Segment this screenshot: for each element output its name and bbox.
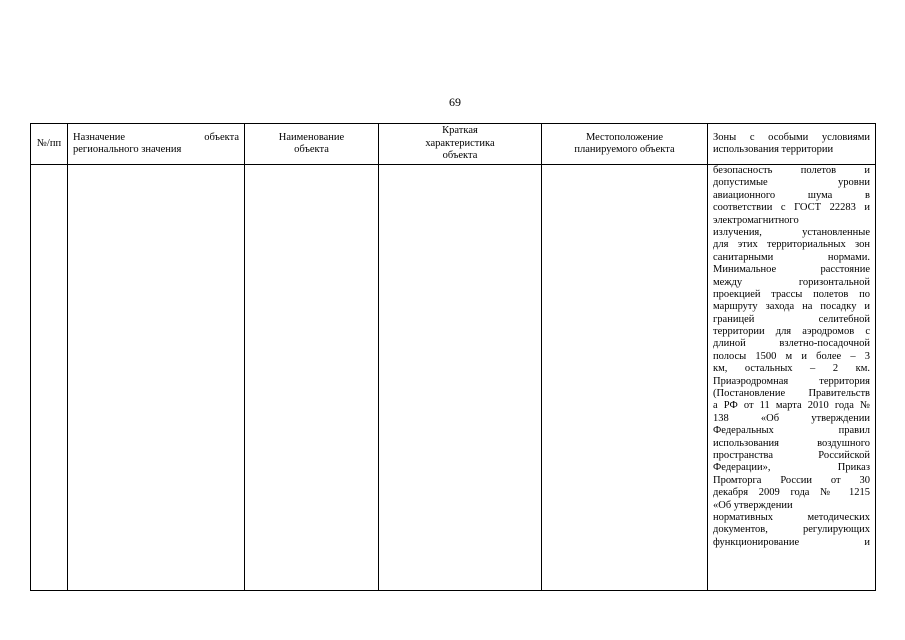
header-location bbox=[542, 124, 708, 165]
zones-text-line: документов, регулирующих bbox=[713, 524, 870, 536]
header-location-line1: Местоположение bbox=[585, 131, 664, 143]
header-purpose bbox=[68, 124, 245, 165]
zones-text-line: Федерации», Приказ bbox=[713, 462, 870, 474]
zones-text-line: а РФ от 11 марта 2010 года № bbox=[713, 400, 870, 412]
zones-text-line: «Об утверждении bbox=[713, 499, 793, 511]
cell-purpose bbox=[68, 165, 245, 591]
zones-text-line: (Постановление Правительств bbox=[713, 388, 870, 400]
zones-text-line: полосы 1500 м и более – 3 bbox=[713, 350, 870, 362]
cell-characteristics bbox=[379, 165, 542, 591]
header-name-line2: объекта bbox=[294, 144, 329, 155]
zones-text-line: км, остальных – 2 км. bbox=[713, 363, 870, 375]
zones-text-line: границей селитебной bbox=[713, 313, 870, 325]
header-location-line2: планируемого объекта bbox=[574, 144, 675, 155]
zones-text-line: авиационного шума в bbox=[713, 189, 870, 201]
zones-text-line: между горизонтальной bbox=[713, 276, 870, 288]
zones-text bbox=[713, 165, 870, 549]
zones-text-line: декабря 2009 года № 1215 bbox=[713, 487, 870, 499]
zones-text-line: Приаэродромная территория bbox=[713, 375, 870, 387]
cell-number bbox=[31, 165, 68, 591]
objects-table bbox=[30, 123, 876, 591]
zones-text-line: длиной взлетно-посадочной bbox=[713, 338, 870, 350]
zones-text-line: Промторга России от 30 bbox=[713, 474, 870, 486]
page-number: 69 bbox=[449, 95, 461, 109]
cell-name bbox=[245, 165, 379, 591]
zones-text-line: функционирование и bbox=[713, 536, 870, 548]
zones-text-line: использования воздушного bbox=[713, 437, 870, 449]
zones-text-line: нормативных методических bbox=[713, 511, 870, 523]
header-characteristics bbox=[379, 124, 542, 165]
table-header-row bbox=[31, 124, 876, 165]
zones-text-line: излучения, установленные bbox=[713, 226, 870, 238]
zones-text-line: маршруту захода на посадку и bbox=[713, 301, 870, 313]
header-characteristics-line3: объекта bbox=[442, 150, 478, 162]
zones-text-line: пространства Российской bbox=[713, 449, 870, 461]
zones-text-line: электромагнитного bbox=[713, 214, 799, 226]
zones-text-line: соответствии с ГОСТ 22283 и bbox=[713, 202, 870, 214]
zones-text-line: допустимые уровни bbox=[713, 177, 870, 189]
header-zones-line1: Зоны с особыми условиями bbox=[713, 131, 870, 143]
zones-text-line: Федеральных правил bbox=[713, 425, 870, 437]
zones-text-line: для этих территориальных зон bbox=[713, 239, 870, 251]
header-purpose-line2: регионального значения bbox=[73, 144, 182, 155]
header-characteristics-line1: Краткая bbox=[442, 125, 478, 137]
zones-text-line: безопасность полетов и bbox=[713, 165, 870, 176]
zones-text-line: территории для аэродромов с bbox=[713, 326, 870, 338]
header-number: №/пп bbox=[31, 124, 68, 165]
zones-text-line: санитарными нормами. bbox=[713, 251, 870, 263]
zones-text-line: 138 «Об утверждении bbox=[713, 412, 870, 424]
header-purpose-line1: Назначение объекта bbox=[73, 131, 239, 143]
cell-zones bbox=[708, 165, 876, 591]
header-zones bbox=[708, 124, 876, 165]
header-characteristics-line2: характеристика bbox=[425, 137, 495, 149]
table-row bbox=[31, 165, 876, 591]
header-zones-line2: использования территории bbox=[713, 144, 834, 155]
cell-location bbox=[542, 165, 708, 591]
header-name bbox=[245, 124, 379, 165]
zones-text-line: проекцией трассы полетов по bbox=[713, 288, 870, 300]
zones-text-line: Минимальное расстояние bbox=[713, 264, 870, 276]
header-name-line1: Наименование bbox=[278, 131, 345, 143]
